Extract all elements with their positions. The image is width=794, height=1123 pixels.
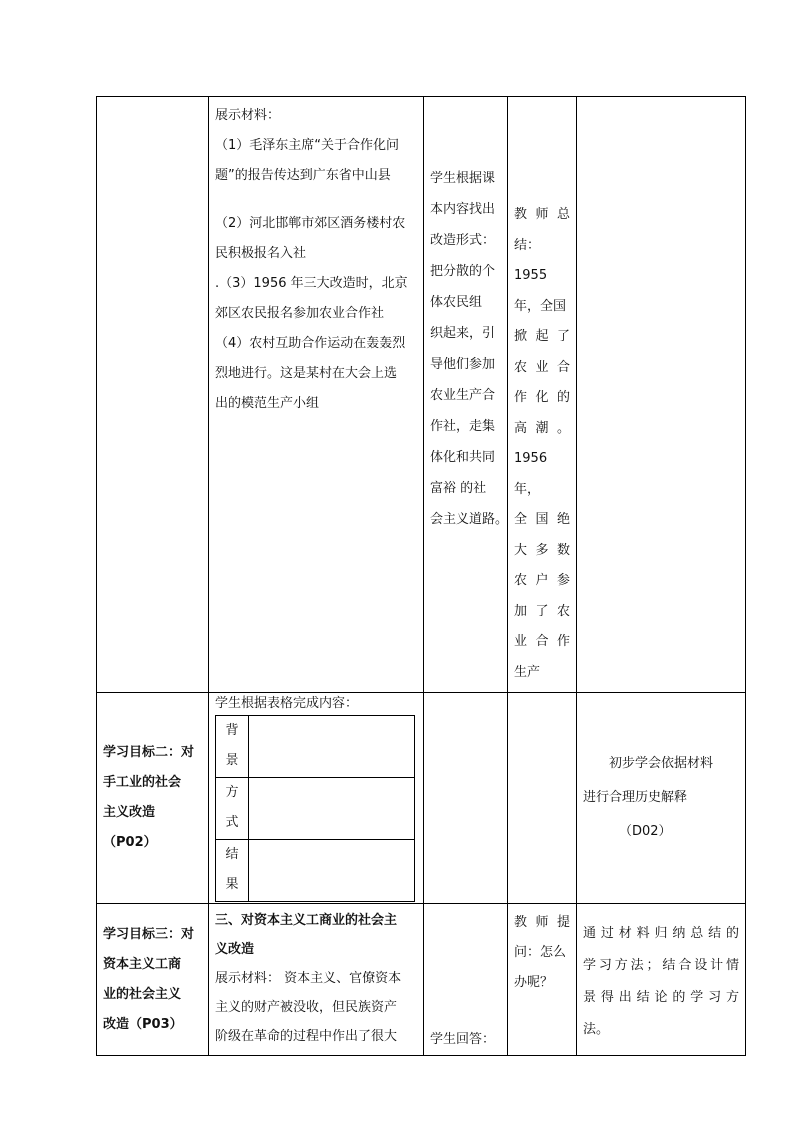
teacher-line: 掀起了 [514,329,570,344]
material-1b: 题”的报告传达到广东省中山县 [215,168,391,183]
goal-two-cell [97,693,209,904]
teacher-line: 业合作 [514,634,570,649]
teacher-line: 加了农 [514,603,570,619]
skill-note-cell [577,693,746,904]
student-line: 富裕 的社 [430,481,487,496]
goal-three-line: 改造（P03） [103,1017,183,1032]
student-line: 改造形式： [430,233,496,248]
goal-three-cell [97,904,209,1056]
teacher-activity-cell [508,97,577,693]
material-4c: 出的模范生产小组 [215,396,320,411]
row-materials [97,97,746,693]
teacher-line: 生产 [514,664,541,680]
section-heading: 义改造 [215,942,255,957]
skill-note-line: （D02） [619,824,672,839]
worksheet-row [216,778,415,840]
teacher-question-line: 问：怎么 [514,945,567,960]
section-text: 阶级在革命的过程中作出了很大 [215,1029,398,1044]
student-line: 体农民组 [430,295,483,310]
student-line: 学生根据课 [430,171,496,186]
material-4b: 烈地进行。这是某村在大会上选 [215,366,398,381]
row-handicraft [97,693,746,904]
teacher-line: 农户参 [514,573,570,588]
teacher-line: 结：1955 [514,237,548,283]
teacher-line: 全国绝 [514,512,570,527]
goal-two-line: 手工业的社会 [103,775,182,790]
worksheet-table [215,715,415,902]
material-1a: （1）毛泽东主席“关于合作化问 [215,138,400,153]
student-answer-cell [424,904,508,1056]
method-line: 景得出结论的学习方 [583,990,739,1005]
notes-cell-empty [577,97,746,693]
teacher-line: 高潮。 [514,420,570,436]
student-answer-label: 学生回答： [430,1032,496,1047]
student-line: 作社，走集 [430,419,496,434]
row-capitalism [97,904,746,1056]
lesson-plan-table [96,96,746,1056]
student-activity-cell [424,97,508,693]
student-cell-empty [424,693,508,904]
teacher-cell-empty [508,693,577,904]
student-line: 织起来，引 [430,326,496,341]
student-line: 导他们参加 [430,357,496,372]
goal-three-line: 业的社会主义 [103,987,182,1002]
worksheet-answer-field[interactable] [249,716,415,778]
section-text: 主义的财产被没收，但民族资产 [215,1000,398,1015]
student-line: 体化和共同 [430,450,496,465]
teacher-line: 农业合 [514,359,570,375]
worksheet-intro: 学生根据表格完成内容： [215,696,359,711]
student-line: 会主义道路。 [430,512,509,527]
material-3b: 郊区农民报名参加农业合作社 [215,306,385,321]
material-4a: （4）农村互助合作运动在轰轰烈 [215,336,406,351]
worksheet-label: 结 果 [216,840,249,902]
student-line: 本内容找出 [430,202,496,217]
goal-three-line: 学习目标三：对 [103,927,195,942]
material-2b: 民积极报名入社 [215,246,307,261]
method-line: 法。 [583,1022,610,1037]
method-cell [577,904,746,1056]
material-2a: （2）河北邯郸市郊区酒务楼村农 [215,216,406,231]
method-line: 学习方法；结合设计情 [583,958,739,973]
goal-three-line: 资本主义工商 [103,957,182,972]
goal-two-line: 主义改造（P02） [103,805,157,850]
teacher-line: 作化的 [514,390,570,405]
teacher-line: 大多数 [514,542,570,558]
section-text: 展示材料： 资本主义、官僚资本 [215,971,402,986]
method-line: 通过材料归纳总结的 [583,926,739,941]
goal-two-line: 学习目标二：对 [103,745,195,760]
worksheet-answer-field[interactable] [249,778,415,840]
teacher-question-line: 教师提 [514,915,570,930]
section-heading: 三、对资本主义工商业的社会主 [215,913,398,928]
worksheet-row [216,840,415,902]
student-line: 农业生产合 [430,388,496,403]
teacher-line: 1956 年， [514,451,548,497]
teacher-question-cell [508,904,577,1056]
skill-note-line: 进行合理历史解释 [583,790,688,805]
worksheet-row [216,716,415,778]
teacher-line: 年，全国 [514,298,567,314]
section-three-cell [209,904,424,1056]
teacher-question-line: 办呢？ [514,975,554,990]
materials-title: 展示材料： [215,108,281,123]
skill-note-line: 初步学会依据材料 [609,756,714,771]
student-line: 把分散的个 [430,264,496,279]
worksheet-cell [209,693,424,904]
teacher-line: 教师总 [514,207,570,222]
goal-cell-empty [97,97,209,693]
worksheet-label: 背 景 [216,716,249,778]
worksheet-answer-field[interactable] [249,840,415,902]
materials-cell [209,97,424,693]
material-3a: .（3）1956 年三大改造时，北京 [215,276,408,291]
worksheet-label: 方 式 [216,778,249,840]
